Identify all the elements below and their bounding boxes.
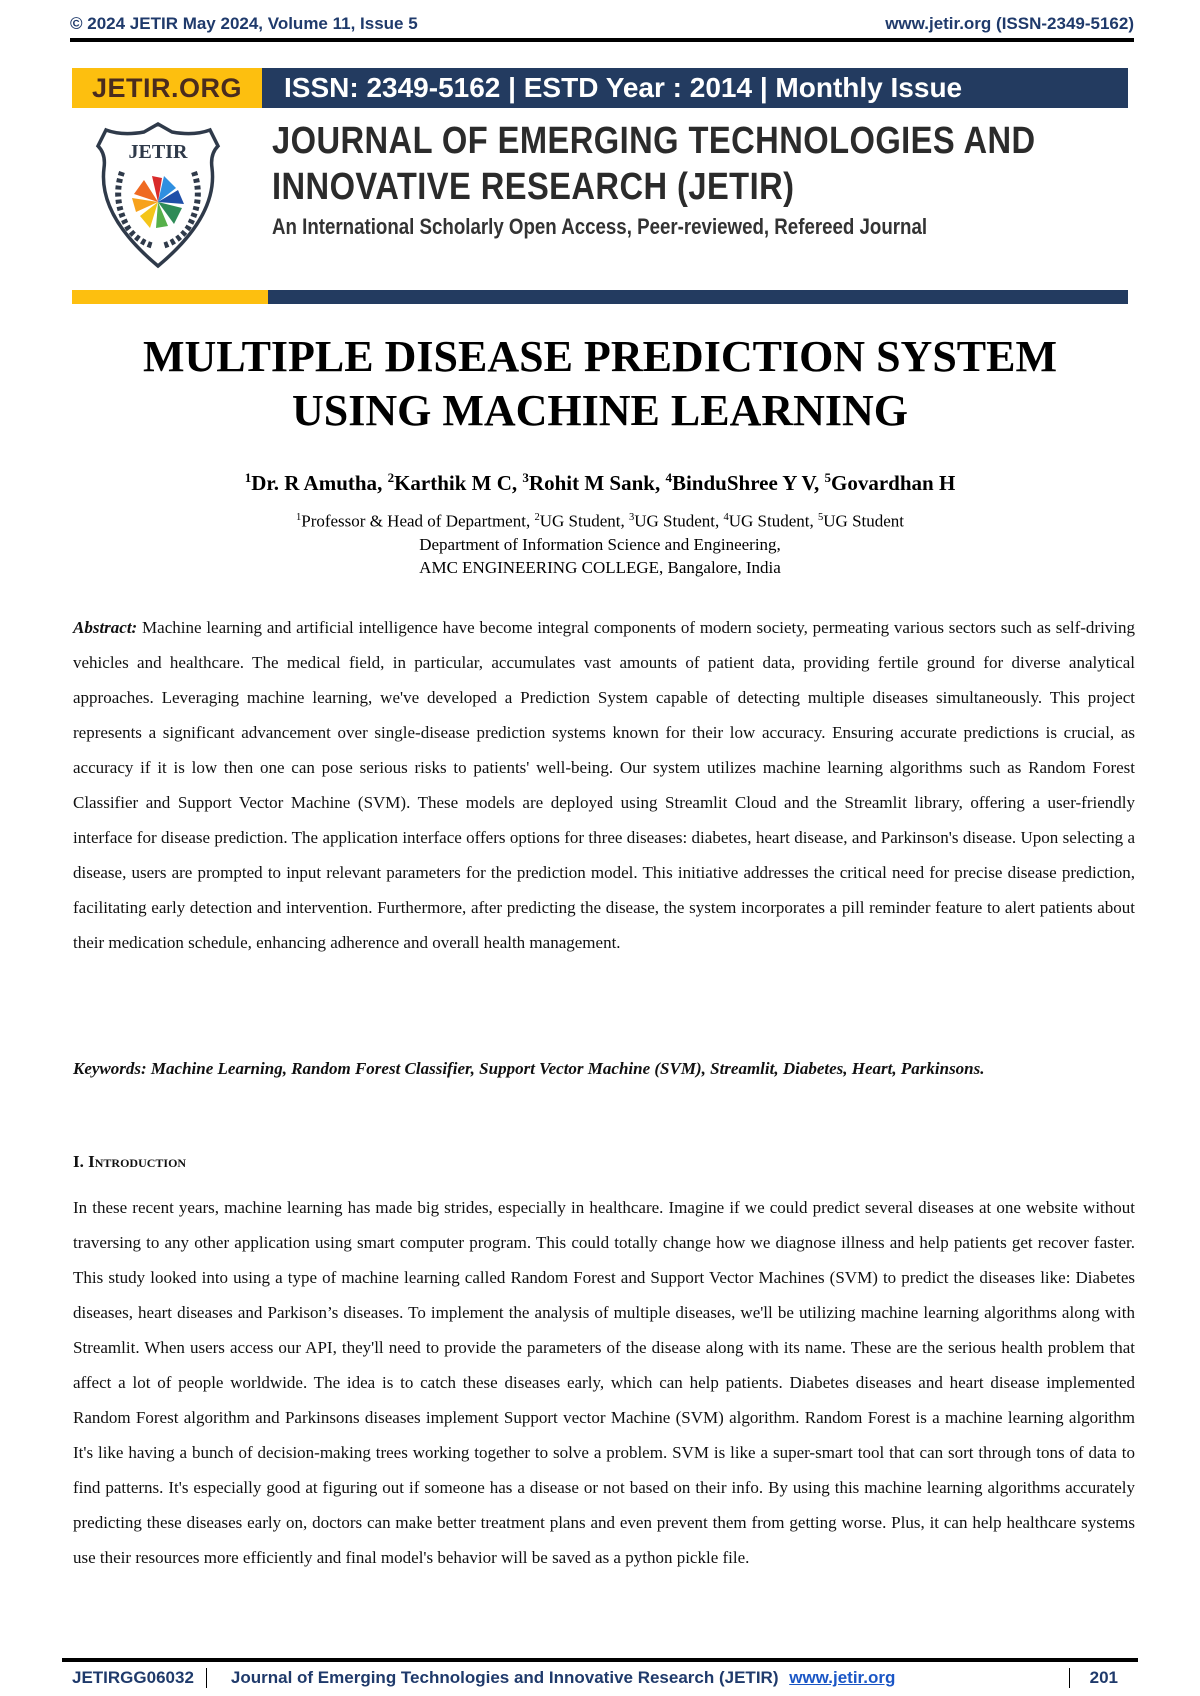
header-rule [70, 38, 1134, 42]
author-list: $^1$Dr. R Amutha, $^2$Karthik M C, $^3$Rohit M Sank, $^4$BinduShree Y V, $^5$Govardhan H [244, 470, 956, 495]
svg-text:JETIR: JETIR [128, 141, 188, 163]
journal-subtitle: An International Scholarly Open Access, Peer-reviewed, Refereed Journal [272, 214, 928, 239]
jetir-shield-logo-icon [94, 120, 222, 270]
affiliations [60, 506, 1140, 579]
running-header [70, 12, 1134, 36]
author-name: Rohit M Sank [528, 471, 655, 495]
issn-line: ISSN: 2349-5162 | ESTD Year : 2014 | Monthly Issue [262, 68, 1128, 108]
banner-top-band [72, 68, 1128, 108]
journal-title-line1: JOURNAL OF EMERGING TECHNOLOGIES AND [272, 120, 1036, 162]
journal-banner [72, 68, 1128, 304]
department: Department of Information Science and Engineering, [419, 534, 781, 554]
author-name: Karthik M C [394, 471, 512, 495]
introduction-text: In these recent years, machine learning has made big strides, especially in healthcare. Imagine if we could predict several diseases at one website without traversing to any other application using smart computer program. This could totally change how we diagnose illness and help patients get recover faster. This study looked into using a type of machine learning called Random Forest and Support Vector Machines (SVM) to predict the diseases like: Diabetes diseases, heart diseases and Parkison’s diseases. To implement the analysis of multiple diseases, we'll be utilizing machine learning algorithms along with Streamlit. When users access our API, they'll need to provide the parameters of the disease along with its name. These are the serious health problem that affect a lot of people worldwide. The idea is to catch these diseases early, which can help patients. Diabetes diseases and heart disease implemented Random Forest algorithm and Parkinsons diseases implement Support vector Machine (SVM) algorithm. Random Forest is a machine learning algorithm It's like having a bunch of decision-making trees working together to solve a problem. SVM is like a super-smart tool that can sort through tons of data to find patterns. It's especially good at figuring out if someone has a disease or not based on their info. By using this machine learning algorithms accurately predicting these diseases early on, doctors can make better treatment plans and even prevent them from getting worse. Plus, it can help healthcare systems use their resources more efficiently and final model's behavior will be saved as a python pickle file. [73, 1198, 1135, 1567]
keywords-label: Keywords: [73, 1059, 147, 1078]
abstract-text: Machine learning and artificial intelligence have become integral components of modern society, permeating various sectors such as self-driving vehicles and healthcare. The medical field, in particular, accumulates vast amounts of patient data, providing fertile ground for diverse analytical approaches. Leveraging machine learning, we've developed a Prediction System capable of detecting multiple diseases simultaneously. This project represents a significant advancement over single-disease prediction systems known for their low accuracy. Ensuring accurate predictions is crucial, as accuracy if it is low then one can pose serious risks to patients' well-being. Our system utilizes machine learning algorithms such as Random Forest Classifier and Support Vector Machine (SVM). These models are deployed using Streamlit Cloud and the Streamlit library, offering a user-friendly interface for disease prediction. The application interface offers options for three diseases: diabetes, heart disease, and Parkinson's disease. Upon selecting a disease, users are prompted to input relevant parameters for the prediction model. This initiative addresses the critical need for precise disease prediction, facilitating early detection and intervention. Furthermore, after predicting the disease, the system incorporates a pill reminder feature to alert patients about their medication schedule, enhancing adherence and overall health management. [73, 618, 1136, 952]
footer-rule [62, 1658, 1138, 1662]
issue-info: © 2024 JETIR May 2024, Volume 11, Issue 5 [70, 14, 418, 33]
keywords-text: Machine Learning, Random Forest Classifier, Support Vector Machine (SVM), Streamlit, Diabetes, Heart, Parkinsons. [150, 1059, 985, 1078]
paper-title-line1: MULTIPLE DISEASE PREDICTION SYSTEM [142, 332, 1058, 381]
author-name: Dr. R Amutha [251, 471, 378, 495]
abstract [73, 610, 1135, 960]
section-heading-introduction: I. Introduction [73, 1152, 187, 1171]
keywords [73, 1055, 1135, 1082]
site-name: JETIR.ORG [72, 68, 262, 108]
journal-title-block [272, 118, 1122, 242]
paper-code: JETIRGG06032 [62, 1668, 207, 1688]
page-number: 201 [1069, 1668, 1138, 1688]
author-roles: $^1$Professor & Head of Department, $^2$UG Student, $^3$UG Student, $^4$UG Student, $^5$UG Student [295, 511, 905, 531]
banner-bottom-band [72, 290, 1128, 304]
journal-title-line2: INNOVATIVE RESEARCH (JETIR) [272, 166, 795, 208]
paper-title-line2: USING MACHINE LEARNING [291, 386, 909, 435]
footer-journal: Journal of Emerging Technologies and Innovative Research (JETIR) www.jetir.org [230, 1668, 896, 1687]
abstract-label: Abstract: [73, 618, 138, 637]
author-name: BinduShree Y V [671, 471, 814, 495]
paper-title [60, 330, 1140, 438]
author-name: Govardhan H [831, 471, 956, 495]
journal-link[interactable]: www.jetir.org [789, 1668, 896, 1687]
institution: AMC ENGINEERING COLLEGE, Bangalore, India [419, 557, 781, 577]
journal-url-issn: www.jetir.org (ISSN-2349-5162) [885, 14, 1134, 33]
page-footer [62, 1664, 1138, 1692]
